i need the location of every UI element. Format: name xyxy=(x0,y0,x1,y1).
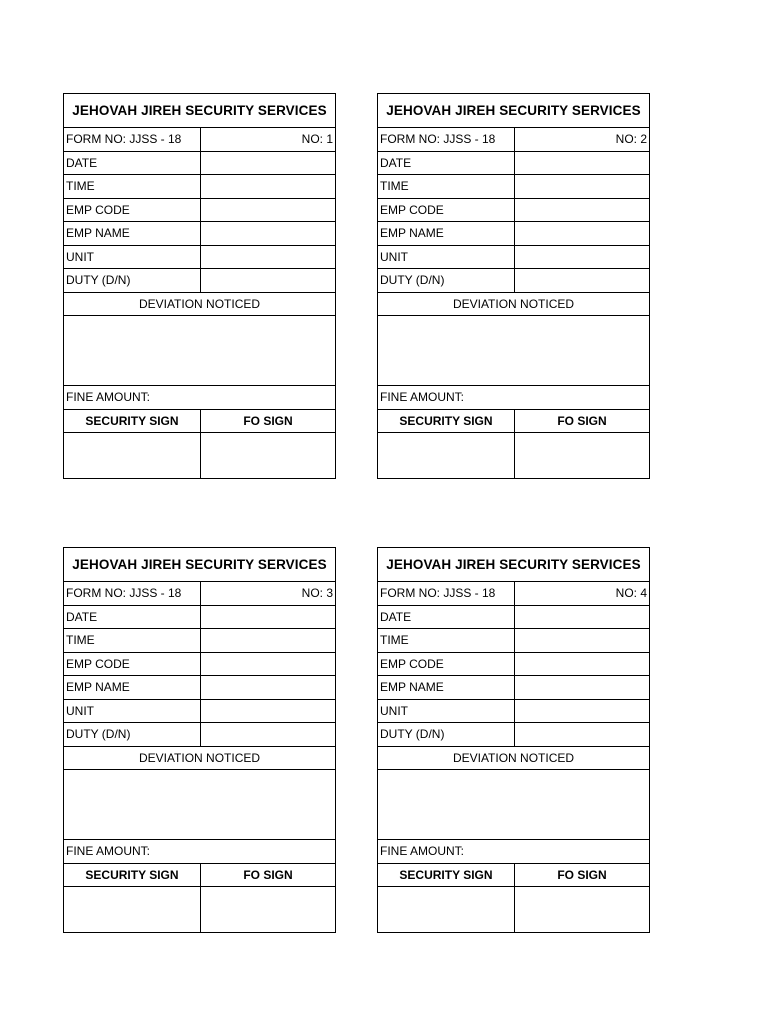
field-label-unit: UNIT xyxy=(378,246,515,269)
field-label-unit: UNIT xyxy=(64,246,201,269)
fo-sign-label: FO SIGN xyxy=(243,867,293,882)
serial-number: NO: 1 xyxy=(301,132,333,147)
form-card-1 xyxy=(63,93,336,479)
deviation-header-row xyxy=(64,746,335,770)
form-title-row xyxy=(64,548,335,581)
field-label-date: DATE xyxy=(378,152,515,175)
field-row-emp-code xyxy=(64,198,335,222)
field-row-duty xyxy=(64,268,335,292)
form-no-label: FORM NO: JJSS - 18 xyxy=(64,128,201,151)
field-label-duty: DUTY (D/N) xyxy=(378,269,515,292)
field-row-emp-code xyxy=(64,652,335,676)
field-label-date: DATE xyxy=(378,606,515,629)
field-value-duty[interactable] xyxy=(201,723,335,746)
field-row-emp-code xyxy=(378,652,649,676)
field-label-emp-code: EMP CODE xyxy=(378,653,515,676)
field-label-emp-code: EMP CODE xyxy=(64,653,201,676)
field-row-time xyxy=(64,628,335,652)
field-row-emp-name xyxy=(378,221,649,245)
field-row-emp-name xyxy=(64,675,335,699)
fo-sign-box[interactable] xyxy=(201,433,335,478)
field-label-time: TIME xyxy=(64,629,201,652)
field-value-time[interactable] xyxy=(515,629,649,652)
field-value-emp-name[interactable] xyxy=(201,222,335,245)
field-value-date[interactable] xyxy=(201,606,335,629)
sign-space-row xyxy=(378,886,649,932)
form-card-4 xyxy=(377,547,650,933)
field-row-duty xyxy=(64,722,335,746)
field-value-emp-name[interactable] xyxy=(201,676,335,699)
field-value-time[interactable] xyxy=(515,175,649,198)
sign-header-row xyxy=(64,863,335,887)
deviation-header-row xyxy=(64,292,335,316)
field-row-emp-name xyxy=(64,221,335,245)
fine-amount-label: FINE AMOUNT: xyxy=(66,390,151,405)
field-row-unit xyxy=(64,699,335,723)
field-label-time: TIME xyxy=(378,175,515,198)
field-value-date[interactable] xyxy=(201,152,335,175)
field-label-date: DATE xyxy=(64,152,201,175)
field-label-duty: DUTY (D/N) xyxy=(64,269,201,292)
fine-amount-row xyxy=(378,385,649,409)
field-label-emp-code: EMP CODE xyxy=(64,199,201,222)
form-card-2 xyxy=(377,93,650,479)
fine-amount-row xyxy=(64,385,335,409)
fine-amount-label: FINE AMOUNT: xyxy=(380,390,465,405)
form-number-row xyxy=(378,581,649,605)
field-row-unit xyxy=(64,245,335,269)
fine-amount-label: FINE AMOUNT: xyxy=(380,844,465,859)
fo-sign-box[interactable] xyxy=(515,887,649,932)
form-title-row xyxy=(64,94,335,127)
security-sign-box[interactable] xyxy=(64,433,201,478)
deviation-label: DEVIATION NOTICED xyxy=(452,296,575,311)
fine-amount-label: FINE AMOUNT: xyxy=(66,844,151,859)
deviation-label: DEVIATION NOTICED xyxy=(452,750,575,765)
field-row-date xyxy=(64,151,335,175)
field-row-time xyxy=(378,628,649,652)
deviation-notes-area[interactable] xyxy=(378,769,649,839)
field-value-time[interactable] xyxy=(201,175,335,198)
form-no-label: FORM NO: JJSS - 18 xyxy=(378,128,515,151)
field-value-emp-name[interactable] xyxy=(515,222,649,245)
security-sign-label: SECURITY SIGN xyxy=(378,410,515,433)
sign-space-row xyxy=(64,886,335,932)
sign-header-row xyxy=(64,409,335,433)
deviation-header-row xyxy=(378,746,649,770)
field-row-duty xyxy=(378,722,649,746)
field-label-unit: UNIT xyxy=(64,700,201,723)
field-row-time xyxy=(64,174,335,198)
serial-number: NO: 4 xyxy=(615,586,647,601)
field-label-time: TIME xyxy=(378,629,515,652)
field-value-duty[interactable] xyxy=(515,723,649,746)
deviation-label: DEVIATION NOTICED xyxy=(138,296,261,311)
field-row-emp-name xyxy=(378,675,649,699)
field-value-emp-code[interactable] xyxy=(201,653,335,676)
serial-number: NO: 2 xyxy=(615,132,647,147)
form-no-label: FORM NO: JJSS - 18 xyxy=(64,582,201,605)
field-row-unit xyxy=(378,245,649,269)
form-title: JEHOVAH JIREH SECURITY SERVICES xyxy=(386,103,641,118)
field-row-date xyxy=(378,605,649,629)
field-value-emp-code[interactable] xyxy=(515,653,649,676)
field-label-emp-name: EMP NAME xyxy=(64,222,201,245)
field-label-duty: DUTY (D/N) xyxy=(64,723,201,746)
security-sign-label: SECURITY SIGN xyxy=(64,864,201,887)
form-number-row xyxy=(64,581,335,605)
deviation-notes-area[interactable] xyxy=(378,315,649,385)
field-label-unit: UNIT xyxy=(378,700,515,723)
security-sign-box[interactable] xyxy=(64,887,201,932)
field-value-emp-code[interactable] xyxy=(201,199,335,222)
field-row-date xyxy=(378,151,649,175)
form-title-row xyxy=(378,548,649,581)
field-label-emp-name: EMP NAME xyxy=(378,222,515,245)
form-title-row xyxy=(378,94,649,127)
deviation-notes-area[interactable] xyxy=(64,769,335,839)
form-number-row xyxy=(378,127,649,151)
form-no-label: FORM NO: JJSS - 18 xyxy=(378,582,515,605)
field-value-emp-name[interactable] xyxy=(515,676,649,699)
serial-number: NO: 3 xyxy=(301,586,333,601)
deviation-label: DEVIATION NOTICED xyxy=(138,750,261,765)
field-row-date xyxy=(64,605,335,629)
field-value-unit[interactable] xyxy=(201,700,335,723)
form-title: JEHOVAH JIREH SECURITY SERVICES xyxy=(72,103,327,118)
field-value-time[interactable] xyxy=(201,629,335,652)
sign-space-row xyxy=(64,432,335,478)
field-row-unit xyxy=(378,699,649,723)
field-value-unit[interactable] xyxy=(515,700,649,723)
field-row-duty xyxy=(378,268,649,292)
field-row-emp-code xyxy=(378,198,649,222)
fo-sign-label: FO SIGN xyxy=(557,867,607,882)
sign-header-row xyxy=(378,409,649,433)
field-label-time: TIME xyxy=(64,175,201,198)
security-sign-label: SECURITY SIGN xyxy=(378,864,515,887)
field-label-duty: DUTY (D/N) xyxy=(378,723,515,746)
field-value-emp-code[interactable] xyxy=(515,199,649,222)
field-label-emp-name: EMP NAME xyxy=(378,676,515,699)
field-value-date[interactable] xyxy=(515,152,649,175)
deviation-notes-area[interactable] xyxy=(64,315,335,385)
field-value-unit[interactable] xyxy=(201,246,335,269)
form-card-3 xyxy=(63,547,336,933)
sign-space-row xyxy=(378,432,649,478)
field-value-date[interactable] xyxy=(515,606,649,629)
field-value-duty[interactable] xyxy=(201,269,335,292)
form-title: JEHOVAH JIREH SECURITY SERVICES xyxy=(386,557,641,572)
form-number-row xyxy=(64,127,335,151)
field-label-emp-code: EMP CODE xyxy=(378,199,515,222)
form-title: JEHOVAH JIREH SECURITY SERVICES xyxy=(72,557,327,572)
fine-amount-row xyxy=(378,839,649,863)
field-row-time xyxy=(378,174,649,198)
fine-amount-row xyxy=(64,839,335,863)
security-sign-box[interactable] xyxy=(378,887,515,932)
field-label-emp-name: EMP NAME xyxy=(64,676,201,699)
field-value-duty[interactable] xyxy=(515,269,649,292)
fo-sign-box[interactable] xyxy=(201,887,335,932)
security-sign-box[interactable] xyxy=(378,433,515,478)
security-sign-label: SECURITY SIGN xyxy=(64,410,201,433)
fo-sign-label: FO SIGN xyxy=(243,413,293,428)
fo-sign-label: FO SIGN xyxy=(557,413,607,428)
sign-header-row xyxy=(378,863,649,887)
deviation-header-row xyxy=(378,292,649,316)
fo-sign-box[interactable] xyxy=(515,433,649,478)
field-label-date: DATE xyxy=(64,606,201,629)
field-value-unit[interactable] xyxy=(515,246,649,269)
